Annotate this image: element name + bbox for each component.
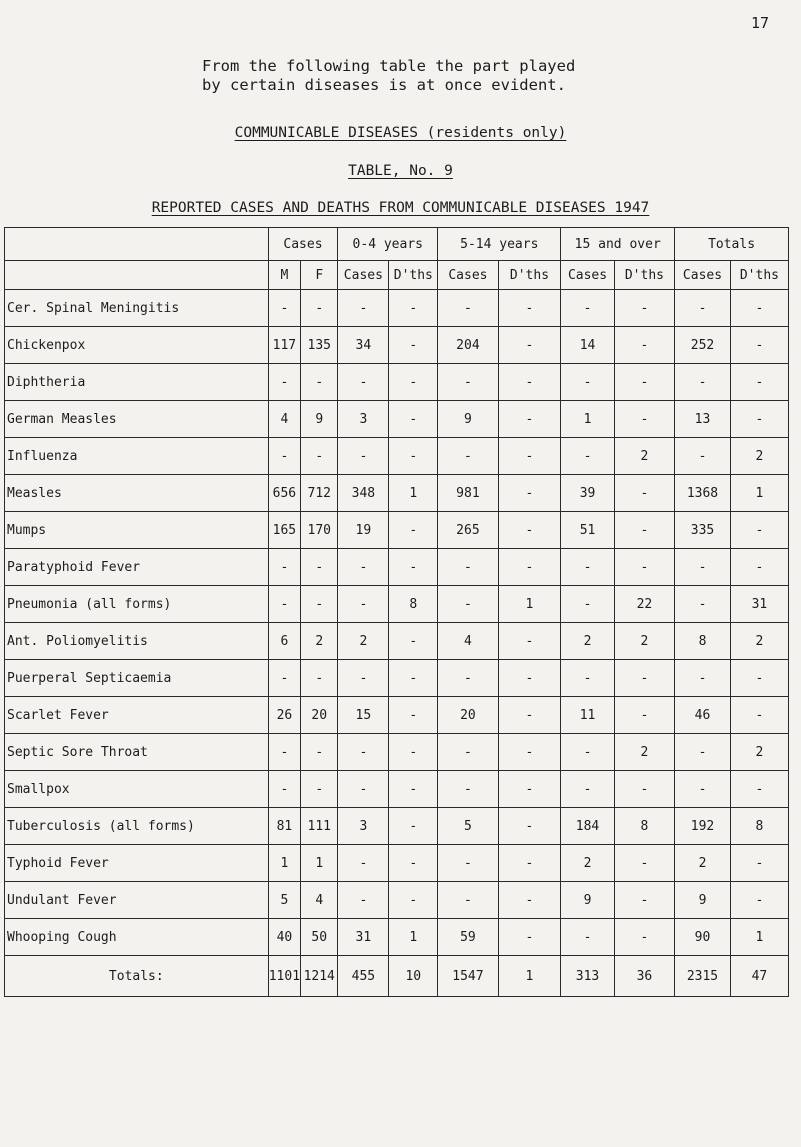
table-cell: - [561,586,614,623]
table-cell: 265 [438,512,498,549]
table-row [5,845,789,882]
table-cell: - [498,364,561,401]
table-cell: - [301,734,338,771]
table-cell: - [498,734,561,771]
table-cell: 135 [301,327,338,364]
totals-cell: 1 [498,956,561,997]
table-cell: - [614,512,674,549]
blank-header [5,261,269,290]
disease-name: Diphtheria [5,364,269,401]
table-cell: - [301,586,338,623]
table-cell: 5 [438,808,498,845]
group-header-row [5,228,789,261]
table-row [5,697,789,734]
table-cell: 46 [675,697,731,734]
table-cell: - [301,364,338,401]
table-cell: - [730,290,788,327]
table-cell: 34 [338,327,389,364]
table-row [5,401,789,438]
table-cell: - [301,290,338,327]
table-cell: - [561,549,614,586]
table-cell: - [614,475,674,512]
disease-name: Influenza [5,438,269,475]
table-cell: - [614,882,674,919]
table-cell: 981 [438,475,498,512]
table-row [5,549,789,586]
table-cell: - [268,734,301,771]
table-cell: - [730,327,788,364]
group-header: 5-14 years [438,228,561,261]
totals-cell: 2315 [675,956,731,997]
table-cell: 3 [338,401,389,438]
table-cell: - [614,771,674,808]
table-row [5,512,789,549]
table-cell: - [338,364,389,401]
disease-name: Puerperal Septicaemia [5,660,269,697]
table-cell: - [438,882,498,919]
table-title: REPORTED CASES AND DEATHS FROM COMMUNICABLE DISEASES 1947 [151,200,650,216]
table-cell: 712 [301,475,338,512]
intro-line-2: by certain diseases is at once evident. [202,76,566,94]
table-cell: - [338,290,389,327]
table-cell: - [614,919,674,956]
table-cell: - [268,586,301,623]
table-cell: - [675,660,731,697]
sub-header: Cases [438,261,498,290]
table-cell: - [268,438,301,475]
table-cell: - [614,660,674,697]
table-cell: - [561,290,614,327]
table-cell: 15 [338,697,389,734]
sub-header: D'ths [730,261,788,290]
table-cell: - [338,586,389,623]
table-cell: - [498,438,561,475]
table-cell: 6 [268,623,301,660]
intro-line-1: From the following table the part played [202,57,576,75]
table-cell: 165 [268,512,301,549]
table-row [5,364,789,401]
table-cell: 348 [338,475,389,512]
table-cell: - [498,919,561,956]
table-cell: 22 [614,586,674,623]
table-cell: 1 [730,919,788,956]
disease-name: Measles [5,475,269,512]
totals-cell: 10 [389,956,438,997]
table-cell: - [338,438,389,475]
table-cell: 59 [438,919,498,956]
table-cell: 9 [438,401,498,438]
table-cell: - [338,771,389,808]
table-row [5,475,789,512]
table-cell: 4 [268,401,301,438]
table-cell: - [561,660,614,697]
page-number: 17 [750,14,769,32]
table-cell: - [389,808,438,845]
table-cell: - [389,290,438,327]
table-cell: 2 [730,438,788,475]
table-cell: - [268,660,301,697]
sub-header: Cases [675,261,731,290]
table-cell: - [389,512,438,549]
table-cell: - [730,512,788,549]
table-cell: 9 [301,401,338,438]
disease-name: Pneumonia (all forms) [5,586,269,623]
disease-name: Undulant Fever [5,882,269,919]
table-cell: - [438,845,498,882]
table-cell: 2 [614,734,674,771]
table-cell: - [675,290,731,327]
table-cell: - [389,734,438,771]
table-row [5,771,789,808]
table-cell: 13 [675,401,731,438]
table-cell: - [498,290,561,327]
table-cell: - [268,549,301,586]
table-cell: 8 [614,808,674,845]
table-cell: - [389,401,438,438]
table-cell: - [438,549,498,586]
table-cell: - [498,475,561,512]
table-cell: 1 [561,401,614,438]
table-row [5,438,789,475]
table-cell: 4 [438,623,498,660]
table-cell: - [498,697,561,734]
table-cell: - [561,364,614,401]
table-cell: - [498,549,561,586]
table-cell: 51 [561,512,614,549]
table-cell: 20 [438,697,498,734]
table-cell: - [438,438,498,475]
table-cell: - [614,401,674,438]
group-header: 0-4 years [338,228,438,261]
table-cell: - [498,327,561,364]
sub-header: Cases [561,261,614,290]
table-cell: 2 [561,623,614,660]
table-row [5,290,789,327]
table-cell: - [268,771,301,808]
table-cell: 170 [301,512,338,549]
totals-cell: 1101 [268,956,301,997]
table-cell: 2 [730,623,788,660]
totals-row [5,956,789,997]
table-cell: - [268,364,301,401]
table-cell: - [498,512,561,549]
totals-cell: 313 [561,956,614,997]
totals-cell: 1214 [301,956,338,997]
table-cell: - [338,734,389,771]
table-cell: 335 [675,512,731,549]
table-cell: - [730,845,788,882]
disease-name: Chickenpox [5,327,269,364]
sub-header-row [5,261,789,290]
table-cell: - [438,290,498,327]
table-cell: 252 [675,327,731,364]
table-cell: - [389,623,438,660]
table-cell: 1 [389,475,438,512]
table-cell: - [675,438,731,475]
table-cell: 11 [561,697,614,734]
table-cell: 39 [561,475,614,512]
table-cell: - [438,734,498,771]
totals-cell: 36 [614,956,674,997]
table-cell: - [301,660,338,697]
sub-header: D'ths [389,261,438,290]
table-cell: 192 [675,808,731,845]
table-cell: 9 [675,882,731,919]
disease-name: German Measles [5,401,269,438]
table-cell: 2 [561,845,614,882]
disease-name: Scarlet Fever [5,697,269,734]
sub-header: D'ths [614,261,674,290]
group-header: Totals [675,228,789,261]
table-cell: - [730,549,788,586]
table-cell: - [730,660,788,697]
table-cell: 9 [561,882,614,919]
table-row [5,808,789,845]
table-cell: - [498,623,561,660]
table-cell: 1 [389,919,438,956]
table-cell: - [498,808,561,845]
table-cell: - [614,290,674,327]
group-header: 15 and over [561,228,675,261]
disease-name: Paratyphoid Fever [5,549,269,586]
table-cell: - [614,697,674,734]
sub-header: M [268,261,301,290]
table-cell: 2 [614,438,674,475]
table-cell: - [338,882,389,919]
table-cell: 2 [301,623,338,660]
table-cell: 31 [730,586,788,623]
table-cell: - [675,586,731,623]
disease-name: Typhoid Fever [5,845,269,882]
table-cell: - [338,845,389,882]
table-cell: 117 [268,327,301,364]
table-cell: 81 [268,808,301,845]
table-cell: - [561,771,614,808]
table-cell: - [498,882,561,919]
table-cell: 26 [268,697,301,734]
table-cell: 31 [338,919,389,956]
table-cell: 2 [675,845,731,882]
intro-text [202,57,575,95]
table-cell: 8 [675,623,731,660]
table-cell: 3 [338,808,389,845]
table-cell: - [675,734,731,771]
table-cell: - [389,364,438,401]
table-cell: 5 [268,882,301,919]
table-cell: - [389,549,438,586]
table-row [5,919,789,956]
disease-name: Tuberculosis (all forms) [5,808,269,845]
table-cell: - [389,771,438,808]
table-cell: - [338,549,389,586]
table-cell: - [730,364,788,401]
table-cell: 111 [301,808,338,845]
section-heading: COMMUNICABLE DISEASES (residents only) [234,125,567,141]
table-cell: - [561,919,614,956]
blank-header [5,228,269,261]
table-cell: 1 [268,845,301,882]
table-cell: - [675,549,731,586]
table-cell: 8 [730,808,788,845]
table-cell: - [438,586,498,623]
table-cell: - [438,364,498,401]
table-cell: - [614,327,674,364]
sub-header: Cases [338,261,389,290]
table-cell: 2 [338,623,389,660]
table-cell: 1 [301,845,338,882]
table-cell: - [614,549,674,586]
table-row [5,623,789,660]
disease-name: Septic Sore Throat [5,734,269,771]
table-cell: - [498,660,561,697]
table-cell: - [301,549,338,586]
table-cell: 40 [268,919,301,956]
table-cell: - [438,771,498,808]
table-number: TABLE, No. 9 [348,163,453,179]
table-cell: - [498,771,561,808]
table-cell: 184 [561,808,614,845]
table-cell: - [389,660,438,697]
table-cell: - [675,771,731,808]
table-cell: 2 [730,734,788,771]
table-cell: - [730,401,788,438]
table-cell: 14 [561,327,614,364]
table-cell: - [301,771,338,808]
table-cell: - [498,401,561,438]
disease-table [4,227,789,997]
table-cell: - [561,438,614,475]
table-cell: - [614,845,674,882]
table-cell: - [730,697,788,734]
table-cell: 8 [389,586,438,623]
table-cell: - [498,845,561,882]
table-cell: 20 [301,697,338,734]
table-cell: - [730,882,788,919]
table-cell: - [561,734,614,771]
table-cell: 204 [438,327,498,364]
totals-cell: 47 [730,956,788,997]
disease-name: Mumps [5,512,269,549]
disease-name: Whooping Cough [5,919,269,956]
table-cell: - [614,364,674,401]
table-cell: 1368 [675,475,731,512]
table-cell: - [675,364,731,401]
table-cell: - [389,697,438,734]
table-row [5,882,789,919]
table-cell: 90 [675,919,731,956]
table-cell: 50 [301,919,338,956]
table-cell: - [301,438,338,475]
sub-header: F [301,261,338,290]
table-row [5,660,789,697]
table-cell: - [268,290,301,327]
table-cell: 19 [338,512,389,549]
table-cell: 2 [614,623,674,660]
totals-cell: 1547 [438,956,498,997]
table-cell: - [438,660,498,697]
sub-header: D'ths [498,261,561,290]
table-cell: 4 [301,882,338,919]
disease-name: Cer. Spinal Meningitis [5,290,269,327]
table-row [5,586,789,623]
table-cell: 656 [268,475,301,512]
table-cell: 1 [498,586,561,623]
disease-name: Ant. Poliomyelitis [5,623,269,660]
table-row [5,327,789,364]
table-body [5,290,789,997]
table-cell: - [389,327,438,364]
table-cell: - [389,882,438,919]
totals-label: Totals: [5,956,269,997]
table-cell: - [338,660,389,697]
table-row [5,734,789,771]
table-cell: - [389,438,438,475]
table-cell: 1 [730,475,788,512]
group-header: Cases [268,228,338,261]
table-cell: - [730,771,788,808]
totals-cell: 455 [338,956,389,997]
table-cell: - [389,845,438,882]
disease-name: Smallpox [5,771,269,808]
